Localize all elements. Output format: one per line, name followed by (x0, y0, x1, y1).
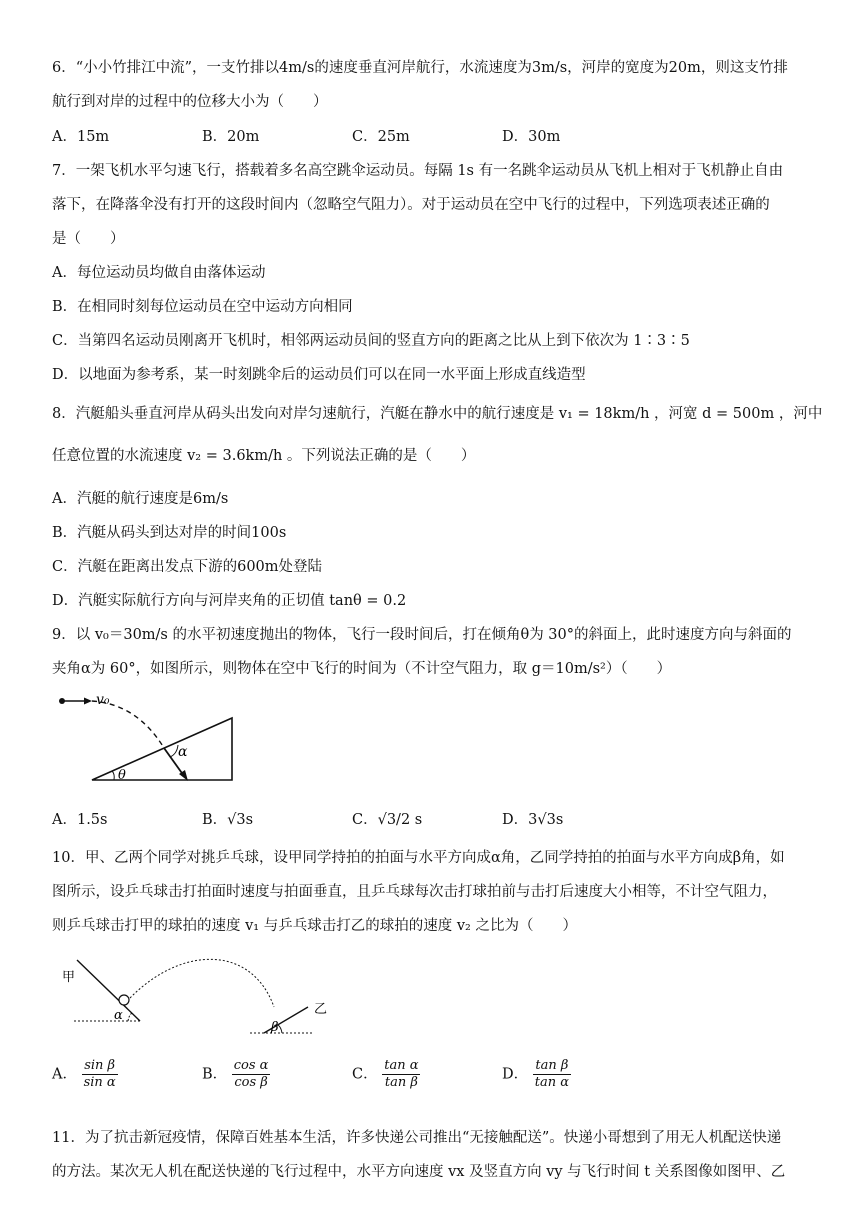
alpha-arc (170, 745, 178, 757)
q10-option-c[interactable] (352, 1058, 420, 1091)
q6-line-2: 航行到对岸的过程中的位移大小为（ ） (52, 94, 328, 110)
yi-label: 乙 (314, 1002, 328, 1017)
ping-pong-diagram (52, 955, 352, 1040)
q7-line-3: 是（ ） (52, 231, 125, 247)
q10-option-d-letter: D． (502, 1066, 529, 1083)
q9-option-a[interactable]: A．1.5s (52, 812, 108, 828)
q10-line-3: 则乒乓球击打甲的球拍的速度 v₁ 与乒乓球击打乙的球拍的速度 v₂ 之比为（ ） (52, 918, 577, 934)
trajectory-curve (92, 701, 164, 748)
q7-line-1: 7．一架飞机水平匀速飞行，搭载着多名高空跳伞运动员。每隔 1s 有一名跳伞运动员从飞机上相对于飞机静止自由 (52, 163, 784, 179)
theta-arc (112, 771, 114, 780)
q9-line-2: 夹角α为 60°，如图所示，则物体在空中飞行的时间为（不计空气阻力，取 g＝10m/s²）（ ） (52, 661, 672, 677)
q9-option-d[interactable]: D．3√3s (502, 812, 564, 828)
q8-option-d[interactable]: D．汽艇实际航行方向与河岸夹角的正切值 tanθ = 0.2 (52, 593, 407, 609)
q10-line-1: 10．甲、乙两个同学对挑乒乓球，设甲同学持拍的拍面与水平方向成α角，乙同学持拍的拍面与水平方向成β角，如 (52, 850, 785, 866)
q10-option-d[interactable] (502, 1058, 571, 1091)
q10-option-b[interactable] (202, 1058, 270, 1091)
q9-option-b[interactable]: B．√3s (202, 812, 254, 828)
ball-trajectory (130, 959, 274, 1007)
q9-option-c[interactable]: C．√3/2 s (352, 812, 423, 828)
q7-option-a[interactable]: A．每位运动员均做自由落体运动 (52, 265, 266, 281)
q8-line-1: 8．汽艇船头垂直河岸从码头出发向对岸匀速航行，汽艇在静水中的航行速度是 v₁ = 18km/h ，河宽 d = 500m ，河中 (52, 406, 823, 422)
q10-option-a-letter: A． (52, 1066, 77, 1083)
alpha-label: α (178, 744, 188, 760)
q10-option-c-letter: C． (352, 1066, 378, 1083)
q7-option-b[interactable]: B．在相同时刻每位运动员在空中运动方向相同 (52, 299, 353, 315)
q6-option-b[interactable]: B．20m (202, 129, 260, 145)
q11-line-2: 的方法。某次无人机在配送快递的飞行过程中，水平方向速度 vx 及竖直方向 vy 与飞行时间 t 关系图像如图甲、乙 (52, 1164, 786, 1180)
q10-option-c-num: tan α (384, 1058, 419, 1073)
q6-option-d[interactable]: D．30m (502, 129, 561, 145)
q10-option-b-num: cos α (233, 1058, 269, 1073)
alpha-arc-jia (128, 1013, 132, 1021)
q6-option-c[interactable]: C．25m (352, 129, 410, 145)
q8-option-c[interactable]: C．汽艇在距离出发点下游的600m处登陆 (52, 559, 323, 575)
v0-arrowhead (84, 698, 92, 705)
beta-arc (278, 1025, 282, 1033)
v0-label: v₀ (96, 692, 110, 708)
alpha-label-jia: α (114, 1008, 123, 1023)
theta-label: θ (118, 768, 126, 783)
q8-option-b[interactable]: B．汽艇从码头到达对岸的时间100s (52, 525, 287, 541)
beta-label: β (271, 1020, 279, 1035)
q9-line-1: 9．以 v₀＝30m/s 的水平初速度抛出的物体，飞行一段时间后，打在倾角θ为 30°的斜面上，此时速度方向与斜面的 (52, 627, 792, 643)
q10-option-a-num: sin β (82, 1058, 118, 1075)
ping-pong-ball (119, 995, 129, 1005)
jia-paddle (77, 960, 140, 1021)
q7-line-2: 落下，在降落伞没有打开的这段时间内（忽略空气阻力）。对于运动员在空中飞行的过程中，下列选项表述正确的 (52, 197, 770, 213)
q10-option-b-den: cos β (234, 1075, 268, 1090)
q8-option-a[interactable]: A．汽艇的航行速度是6m/s (52, 491, 229, 507)
q11-line-1: 11．为了抗击新冠疫情，保障百姓基本生活，许多快递公司推出“无接触配送”。快递小哥想到了用无人机配送快递 (52, 1130, 782, 1146)
q10-option-d-den: tan α (534, 1075, 570, 1090)
q6-line-1: 6．“小小竹排江中流”，一支竹排以4m/s的速度垂直河岸航行，水流速度为3m/s，河岸的宽度为20m，则这支竹排 (52, 60, 788, 76)
jia-label: 甲 (62, 970, 76, 985)
q7-option-c[interactable]: C．当第四名运动员刚离开飞机时，相邻两运动员间的竖直方向的距离之比从上到下依次为 1∶3∶5 (52, 333, 690, 349)
q10-line-2: 图所示，设乒乓球击打拍面时速度与拍面垂直，且乒乓球每次击打球拍前与击打后速度大小相等，不计空气阻力， (52, 884, 777, 900)
q10-option-a-den: sin α (83, 1075, 116, 1090)
q10-option-d-num: tan β (533, 1058, 571, 1075)
q10-option-b-letter: B． (202, 1066, 228, 1083)
q7-option-d[interactable]: D．以地面为参考系，某一时刻跳伞后的运动员们可以在同一水平面上形成直线造型 (52, 367, 586, 383)
q6-option-a[interactable]: A．15m (52, 129, 110, 145)
q10-option-a[interactable] (52, 1058, 118, 1091)
q8-line-2: 任意位置的水流速度 v₂ = 3.6km/h 。下列说法正确的是（ ） (52, 448, 476, 464)
incline-projectile-diagram (52, 690, 252, 790)
q10-option-c-den: tan β (384, 1075, 418, 1090)
incline-triangle (92, 718, 232, 780)
